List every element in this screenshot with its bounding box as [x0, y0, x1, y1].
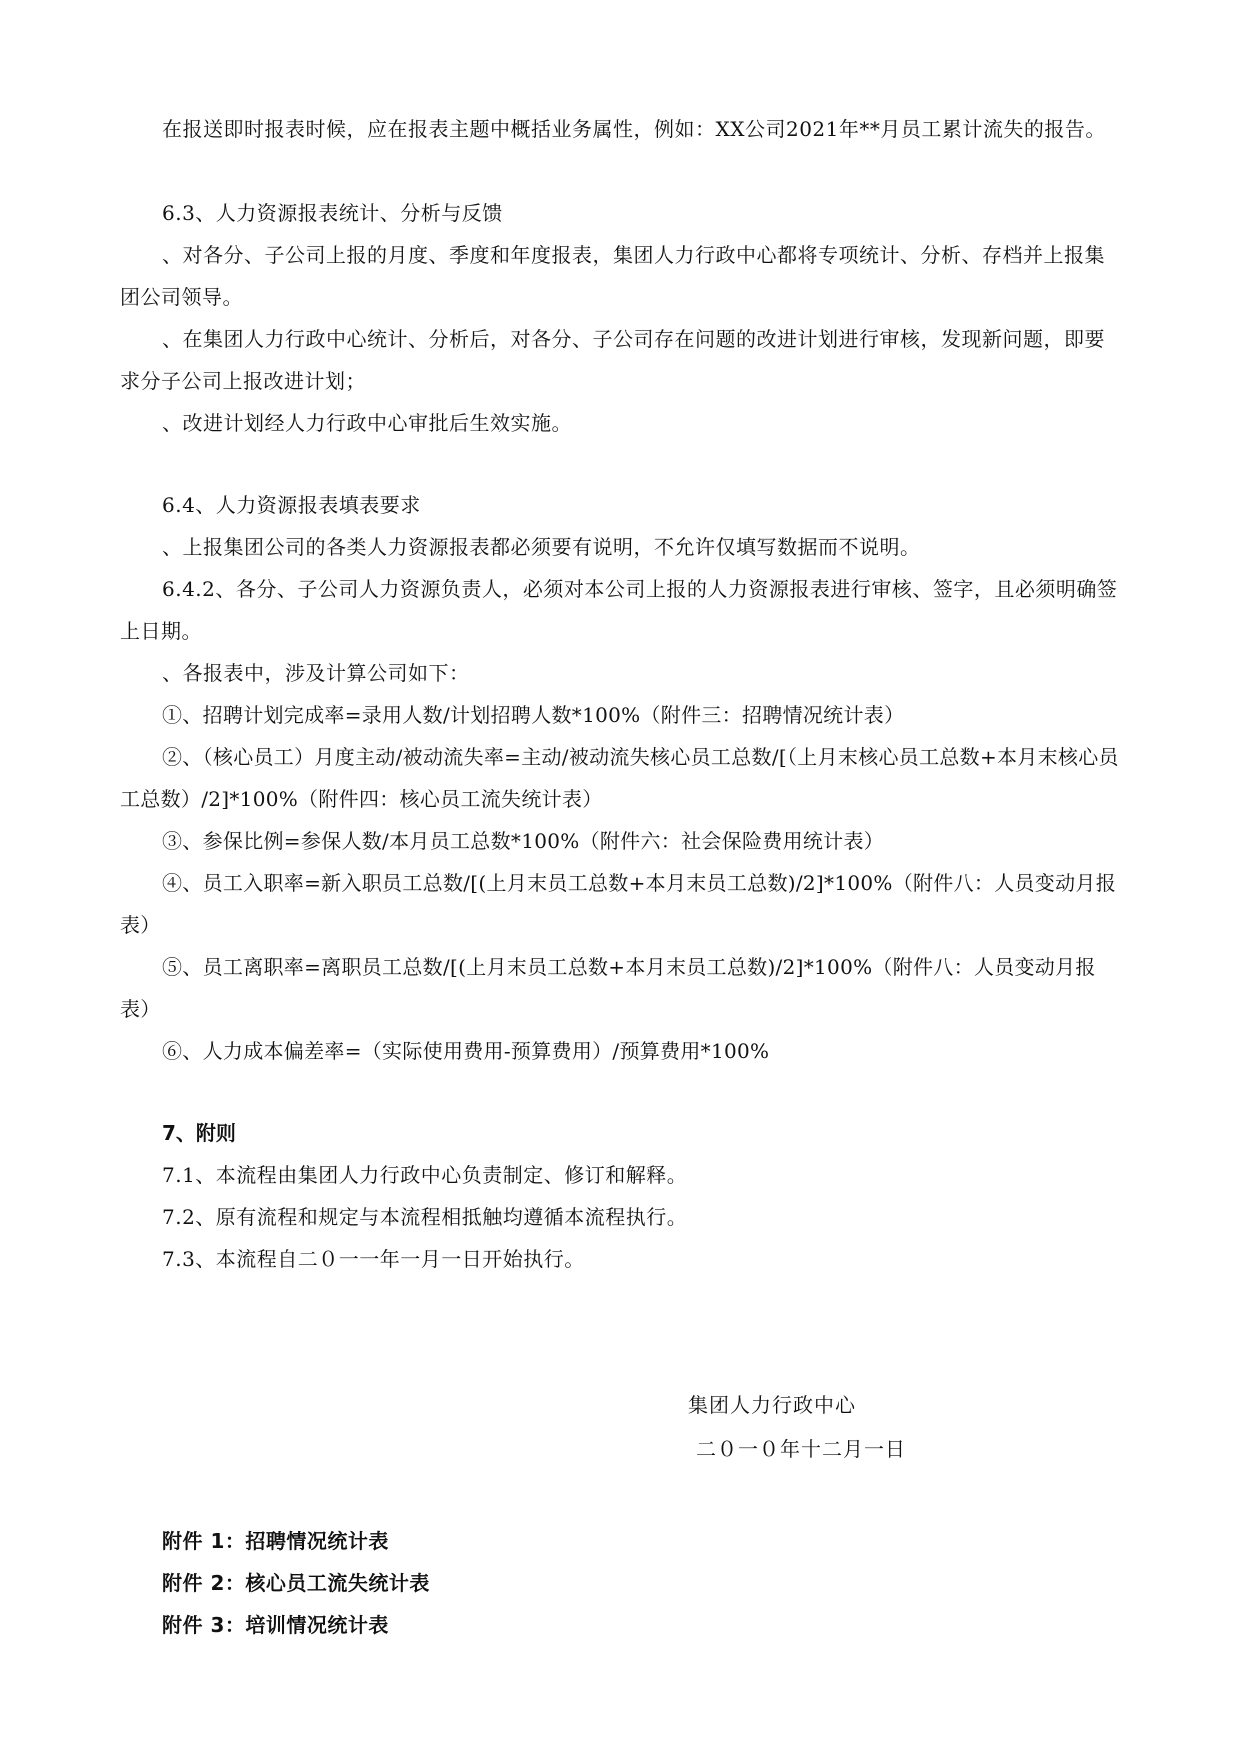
section-6-3-item-1: 、对各分、子公司上报的月度、季度和年度报表，集团人力行政中心都将专项统计、分析、存档并上报集团公司领导。 — [120, 243, 1105, 309]
section-6-4-title: 6.4、人力资源报表填表要求 — [162, 493, 421, 517]
spacer — [120, 150, 1122, 192]
signature-date: 二０一０年十二月一日 — [696, 1437, 906, 1461]
formula-2: ②、（核心员工）月度主动/被动流失率=主动/被动流失核心员工总数/[（上月末核心员工总数+本月末核心员工总数）/2]*100%（附件四：核心员工流失统计表） — [120, 745, 1119, 811]
section-6-4-item-1: 、上报集团公司的各类人力资源报表都必须要有说明，不允许仅填写数据而不说明。 — [162, 535, 921, 559]
formula-1: ①、招聘计划完成率=录用人数/计划招聘人数*100%（附件三：招聘情况统计表） — [162, 703, 905, 727]
section-7-title: 7、附则 — [162, 1121, 236, 1145]
section-6-3-title: 6.3、人力资源报表统计、分析与反馈 — [162, 201, 503, 225]
attachment-item: 附件 2：核心员工流失统计表 — [162, 1571, 430, 1595]
section-6-4-item-2: 6.4.2、各分、子公司人力资源负责人，必须对本公司上报的人力资源报表进行审核、签字，且必须明确签上日期。 — [120, 577, 1118, 643]
signature-block — [688, 1383, 988, 1471]
attachment-item: 附件 3：培训情况统计表 — [162, 1613, 389, 1637]
section-7-item-3: 7.3、本流程自二０一一年一月一日开始执行。 — [162, 1247, 585, 1271]
paragraph-report-subject: 在报送即时报表时候，应在报表主题中概括业务属性，例如：XX公司2021年**月员工累计流失的报告。 — [162, 117, 1106, 141]
section-7-item-1: 7.1、本流程由集团人力行政中心负责制定、修订和解释。 — [162, 1163, 688, 1187]
section-6-3-item-3: 、改进计划经人力行政中心审批后生效实施。 — [162, 411, 572, 435]
formula-5: ⑤、员工离职率=离职员工总数/[(上月末员工总数+本月末员工总数)/2]*100%（附件八：人员变动月报表） — [120, 955, 1096, 1021]
spacer — [120, 444, 1122, 484]
section-7-item-2: 7.2、原有流程和规定与本流程相抵触均遵循本流程执行。 — [162, 1205, 688, 1229]
section-6-4-item-3: 、各报表中，涉及计算公司如下： — [162, 661, 470, 685]
formula-6: ⑥、人力成本偏差率=（实际使用费用-预算费用）/预算费用*100% — [162, 1039, 770, 1063]
document-body — [120, 108, 1122, 1280]
formula-3: ③、参保比例=参保人数/本月员工总数*100%（附件六：社会保险费用统计表） — [162, 829, 885, 853]
spacer — [120, 1072, 1122, 1112]
formula-4: ④、员工入职率=新入职员工总数/[(上月末员工总数+本月末员工总数)/2]*100%（附件八：人员变动月报表） — [120, 871, 1117, 937]
attachment-list — [162, 1520, 862, 1646]
attachment-item: 附件 1：招聘情况统计表 — [162, 1529, 389, 1553]
section-6-3-item-2: 、在集团人力行政中心统计、分析后，对各分、子公司存在问题的改进计划进行审核，发现新问题，即要求分子公司上报改进计划； — [120, 327, 1105, 393]
signature-organization: 集团人力行政中心 — [688, 1393, 856, 1417]
